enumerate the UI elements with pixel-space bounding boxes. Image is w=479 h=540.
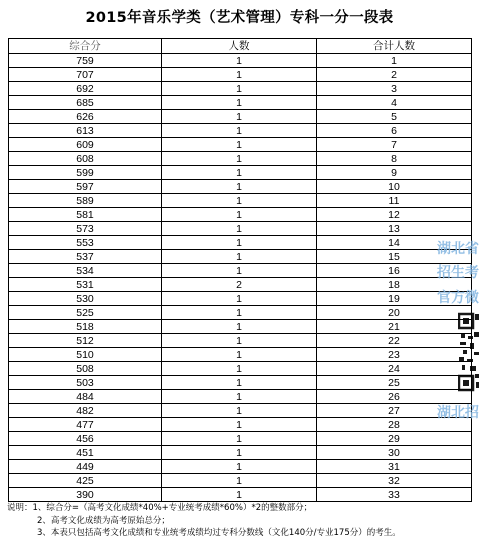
- cell-score: 390: [9, 488, 162, 502]
- cell-score: 707: [9, 68, 162, 82]
- cell-score: 525: [9, 306, 162, 320]
- table-row: [9, 236, 472, 250]
- cell-score: 449: [9, 460, 162, 474]
- table-row: [9, 306, 472, 320]
- table-header-row: [9, 39, 472, 54]
- table-row: [9, 208, 472, 222]
- table-row: [9, 334, 472, 348]
- qr-code-icon: [458, 312, 479, 392]
- note-2: 2、高考文化成绩为高考原始总分；: [37, 515, 170, 526]
- watermark-line-2: 招生考: [437, 265, 479, 281]
- cell-cumulative: 14: [317, 236, 472, 250]
- notes: [7, 502, 401, 540]
- cell-cumulative: 24: [317, 362, 472, 376]
- cell-score: 451: [9, 446, 162, 460]
- cell-count: 1: [162, 110, 317, 124]
- cell-score: 534: [9, 264, 162, 278]
- cell-score: 573: [9, 222, 162, 236]
- table-row: [9, 488, 472, 502]
- cell-cumulative: 6: [317, 124, 472, 138]
- table-row: [9, 110, 472, 124]
- table-row: [9, 460, 472, 474]
- header-cumulative: 合计人数: [317, 39, 472, 54]
- cell-count: 1: [162, 166, 317, 180]
- cell-score: 685: [9, 96, 162, 110]
- note-1: 说明：1、综合分=（高考文化成绩*40%+专业统考成绩*60%）*2的整数部分；: [7, 503, 313, 513]
- cell-count: 1: [162, 180, 317, 194]
- cell-cumulative: 8: [317, 152, 472, 166]
- cell-cumulative: 26: [317, 390, 472, 404]
- cell-count: 1: [162, 418, 317, 432]
- cell-count: 1: [162, 348, 317, 362]
- watermark-line-4: 湖北招: [437, 405, 479, 421]
- cell-cumulative: 28: [317, 418, 472, 432]
- table-row: [9, 390, 472, 404]
- table-row: [9, 292, 472, 306]
- cell-cumulative: 31: [317, 460, 472, 474]
- cell-count: 1: [162, 152, 317, 166]
- cell-count: 2: [162, 278, 317, 292]
- cell-score: 425: [9, 474, 162, 488]
- table-row: [9, 446, 472, 460]
- cell-count: 1: [162, 488, 317, 502]
- cell-count: 1: [162, 96, 317, 110]
- watermark-line-1: 湖北省: [437, 241, 479, 257]
- cell-cumulative: 20: [317, 306, 472, 320]
- table-row: [9, 82, 472, 96]
- cell-score: 597: [9, 180, 162, 194]
- table-row: [9, 180, 472, 194]
- cell-count: 1: [162, 390, 317, 404]
- table-row: [9, 222, 472, 236]
- cell-count: 1: [162, 320, 317, 334]
- cell-cumulative: 9: [317, 166, 472, 180]
- cell-score: 553: [9, 236, 162, 250]
- cell-cumulative: 25: [317, 376, 472, 390]
- table-row: [9, 264, 472, 278]
- cell-cumulative: 4: [317, 96, 472, 110]
- cell-count: 1: [162, 362, 317, 376]
- cell-cumulative: 3: [317, 82, 472, 96]
- cell-score: 537: [9, 250, 162, 264]
- table-row: [9, 376, 472, 390]
- table-row: [9, 362, 472, 376]
- cell-cumulative: 13: [317, 222, 472, 236]
- cell-score: 626: [9, 110, 162, 124]
- cell-count: 1: [162, 264, 317, 278]
- table-body: [9, 54, 472, 502]
- cell-score: 456: [9, 432, 162, 446]
- cell-cumulative: 23: [317, 348, 472, 362]
- watermark-line-3: 官方微: [437, 290, 479, 306]
- cell-count: 1: [162, 54, 317, 68]
- cell-count: 1: [162, 194, 317, 208]
- cell-count: 1: [162, 250, 317, 264]
- cell-count: 1: [162, 376, 317, 390]
- cell-cumulative: 29: [317, 432, 472, 446]
- cell-count: 1: [162, 460, 317, 474]
- cell-score: 530: [9, 292, 162, 306]
- cell-cumulative: 33: [317, 488, 472, 502]
- cell-count: 1: [162, 208, 317, 222]
- cell-score: 581: [9, 208, 162, 222]
- cell-cumulative: 19: [317, 292, 472, 306]
- cell-score: 477: [9, 418, 162, 432]
- cell-cumulative: 2: [317, 68, 472, 82]
- table-row: [9, 278, 472, 292]
- cell-cumulative: 7: [317, 138, 472, 152]
- cell-cumulative: 12: [317, 208, 472, 222]
- cell-score: 482: [9, 404, 162, 418]
- table-row: [9, 96, 472, 110]
- cell-cumulative: 15: [317, 250, 472, 264]
- cell-count: 1: [162, 474, 317, 488]
- cell-cumulative: 1: [317, 54, 472, 68]
- cell-cumulative: 16: [317, 264, 472, 278]
- table-row: [9, 54, 472, 68]
- cell-cumulative: 10: [317, 180, 472, 194]
- cell-cumulative: 30: [317, 446, 472, 460]
- table-row: [9, 418, 472, 432]
- cell-score: 508: [9, 362, 162, 376]
- cell-count: 1: [162, 404, 317, 418]
- cell-cumulative: 27: [317, 404, 472, 418]
- cell-score: 484: [9, 390, 162, 404]
- page-title: 2015年音乐学类（艺术管理）专科一分一段表: [85, 10, 394, 26]
- score-table: [8, 38, 472, 502]
- table-row: [9, 138, 472, 152]
- table-row: [9, 348, 472, 362]
- cell-count: 1: [162, 124, 317, 138]
- cell-score: 589: [9, 194, 162, 208]
- cell-count: 1: [162, 138, 317, 152]
- table-row: [9, 250, 472, 264]
- cell-score: 613: [9, 124, 162, 138]
- cell-score: 531: [9, 278, 162, 292]
- cell-count: 1: [162, 82, 317, 96]
- cell-cumulative: 22: [317, 334, 472, 348]
- cell-count: 1: [162, 446, 317, 460]
- table-row: [9, 124, 472, 138]
- note-3: 3、本表只包括高考文化成绩和专业统考成绩均过专科分数线（文化140分/专业175分）的考生。: [37, 528, 401, 538]
- cell-score: 609: [9, 138, 162, 152]
- cell-count: 1: [162, 334, 317, 348]
- cell-cumulative: 11: [317, 194, 472, 208]
- cell-count: 1: [162, 236, 317, 250]
- cell-cumulative: 18: [317, 278, 472, 292]
- table-row: [9, 474, 472, 488]
- cell-count: 1: [162, 432, 317, 446]
- cell-cumulative: 32: [317, 474, 472, 488]
- cell-score: 512: [9, 334, 162, 348]
- table-row: [9, 194, 472, 208]
- cell-count: 1: [162, 292, 317, 306]
- table-row: [9, 320, 472, 334]
- header-count: 人数: [162, 39, 317, 54]
- table-row: [9, 68, 472, 82]
- cell-score: 608: [9, 152, 162, 166]
- cell-count: 1: [162, 306, 317, 320]
- cell-score: 518: [9, 320, 162, 334]
- cell-count: 1: [162, 68, 317, 82]
- cell-cumulative: 21: [317, 320, 472, 334]
- cell-cumulative: 5: [317, 110, 472, 124]
- table-row: [9, 432, 472, 446]
- table-row: [9, 152, 472, 166]
- cell-count: 1: [162, 222, 317, 236]
- header-score: 综合分: [9, 39, 162, 54]
- cell-score: 503: [9, 376, 162, 390]
- cell-score: 692: [9, 82, 162, 96]
- cell-score: 510: [9, 348, 162, 362]
- cell-score: 759: [9, 54, 162, 68]
- table-row: [9, 404, 472, 418]
- table-row: [9, 166, 472, 180]
- cell-score: 599: [9, 166, 162, 180]
